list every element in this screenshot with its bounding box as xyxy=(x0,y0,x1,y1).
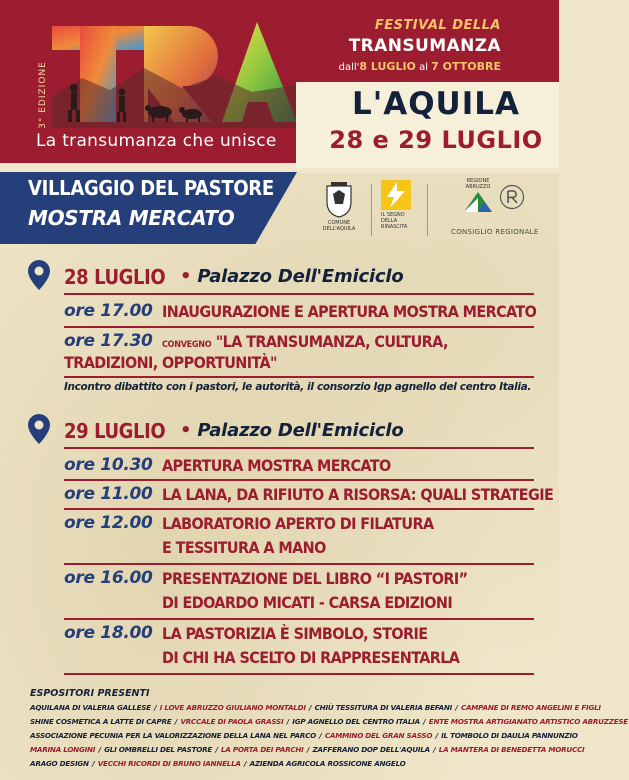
event-rule xyxy=(64,563,534,565)
event-time: ore 18.00 xyxy=(64,623,153,643)
separator: / xyxy=(172,717,180,726)
expositor-name: ARAGO DESIGN xyxy=(30,759,89,768)
separator: / xyxy=(433,731,441,740)
expositors-title: ESPOSITORI PRESENTI xyxy=(30,688,150,699)
expositor-name: VECCHI RICORDI DI BRUNO IANNELLA xyxy=(97,759,241,768)
expositor-name: ASSOCIAZIONE PECUNIA PER LA VALORIZZAZIONE DELLA LANA NEL PARCO xyxy=(30,731,316,740)
expositor-name: IL TOMBOLO DI DAULIA PANNUNZIO xyxy=(441,731,578,740)
expositor-name: SHINE COSMETICA A LATTE DI CAPRE xyxy=(30,717,172,726)
event-row-cont xyxy=(64,352,534,374)
expositor-name: LA MANTERA DI BENEDETTA MORUCCI xyxy=(438,745,585,754)
day1-note: Incontro dibattito con i pastori, le autorità, il consorzio Igp agnello del centro Italia. xyxy=(64,381,532,393)
event-time: ore 16.00 xyxy=(64,568,153,588)
expositors-line xyxy=(30,745,585,755)
event-title: CONVEGNO "LA TRANSUMANZA, CULTURA, xyxy=(162,332,448,351)
regione-flag-icon xyxy=(462,190,494,216)
consiglio-label: CONSIGLIO REGIONALE xyxy=(451,228,539,236)
separator: / xyxy=(306,703,314,712)
expositor-name: AQUILANA DI VALERIA GALLESE xyxy=(30,703,151,712)
event-title: LA PASTORIZIA È SIMBOLO, STORIE xyxy=(162,624,428,643)
crest-icon xyxy=(325,182,353,218)
separator: / xyxy=(420,717,428,726)
expositor-name: MARINA LONGINI xyxy=(30,745,96,754)
expositor-name: GLI OMBRELLI DEL PASTORE xyxy=(104,745,213,754)
logo-separator xyxy=(371,184,372,236)
event-time: ore 10.30 xyxy=(64,455,153,475)
event-time: ore 17.00 xyxy=(64,301,153,321)
event-rule xyxy=(64,479,534,481)
city-box xyxy=(296,82,559,168)
banner-subtitle: MOSTRA MERCATO xyxy=(28,206,235,230)
event-rule xyxy=(64,376,534,378)
segno-logo: IL SEGNO DELLA RINASCITA xyxy=(381,180,421,230)
expositors-line xyxy=(30,717,628,727)
event-title: PRESENTAZIONE DEL LIBRO “I PASTORI” xyxy=(162,569,468,588)
expositor-name: CHIÙ TESSITURA DI VALERIA BEFANI xyxy=(314,703,453,712)
sponsor-logos xyxy=(315,178,555,244)
cr-seal-icon xyxy=(499,184,525,210)
separator: / xyxy=(241,759,249,768)
separator: / xyxy=(151,703,159,712)
separator: / xyxy=(89,759,97,768)
festival-line-2: TRANSUMANZA xyxy=(348,36,501,56)
city-dates: 28 e 29 LUGLIO xyxy=(329,126,543,154)
event-title: LA LANA, DA RIFIUTO A RISORSA: QUALI STRATEGIE xyxy=(162,485,554,504)
event-title-cont: TRADIZIONI, OPPORTUNITÀ" xyxy=(64,353,277,372)
separator: / xyxy=(96,745,104,754)
expositor-name: I LOVE ABRUZZO GIULIANO MONTALDI xyxy=(159,703,306,712)
banner-title: VILLAGGIO DEL PASTORE xyxy=(28,176,274,200)
expositor-name: CAMMINO DEL GRAN SASSO xyxy=(324,731,433,740)
logo-separator xyxy=(427,184,428,236)
comune-logo: COMUNE DELL'AQUILA xyxy=(315,182,363,232)
event-row xyxy=(64,568,534,614)
event-time: ore 11.00 xyxy=(64,484,153,504)
event-title-cont: DI EDOARDO MICATI - CARSA EDIZIONI xyxy=(162,593,453,612)
event-row xyxy=(64,623,534,669)
day1-rule xyxy=(64,293,534,295)
event-title: APERTURA MOSTRA MERCATO xyxy=(162,456,391,475)
festival-line-1: FESTIVAL DELLA xyxy=(374,18,501,33)
expositor-name: ENTE MOSTRA ARTIGIANATO ARTISTICO ABRUZZESE xyxy=(428,717,628,726)
day2-date: 29 LUGLIO xyxy=(64,419,166,443)
edition-label: 3° EDIZIONE xyxy=(38,61,48,129)
separator: / xyxy=(430,745,438,754)
day2-rule xyxy=(64,447,534,449)
expositor-name: LA PORTA DEI PARCHI xyxy=(220,745,304,754)
tra-logo xyxy=(52,18,302,128)
day2-venue: • Palazzo Dell'Emiciclo xyxy=(180,420,404,441)
expositor-name: AZIENDA AGRICOLA ROSSICONE ANGELO xyxy=(249,759,406,768)
event-rule xyxy=(64,508,534,510)
location-pin-icon xyxy=(28,260,50,290)
event-time: ore 12.00 xyxy=(64,513,153,533)
city-name: L'AQUILA xyxy=(351,86,521,122)
expositor-name: CAMPANE DI REMO ANGELINI E FIGLI xyxy=(460,703,601,712)
event-title: LABORATORIO APERTO DI FILATURA xyxy=(162,514,434,533)
event-rule xyxy=(64,673,534,675)
tagline: La transumanza che unisce xyxy=(36,131,277,151)
expositor-name: IGP AGNELLO DEL CENTRO ITALIA xyxy=(292,717,420,726)
separator: / xyxy=(304,745,312,754)
day1-venue: • Palazzo Dell'Emiciclo xyxy=(180,266,404,287)
event-row xyxy=(64,484,554,508)
consiglio-emblem xyxy=(499,184,525,212)
expositors-line xyxy=(30,703,601,713)
festival-dates: dall'8 LUGLIO al 7 OTTOBRE xyxy=(338,60,501,73)
event-title-cont: DI CHI HA SCELTO DI RAPPRESENTARLA xyxy=(162,648,460,667)
event-row xyxy=(64,455,534,479)
event-rule xyxy=(64,618,534,620)
day1-date: 28 LUGLIO xyxy=(64,265,166,289)
location-pin-icon xyxy=(28,414,50,444)
event-title: INAUGURAZIONE E APERTURA MOSTRA MERCATO xyxy=(162,302,537,321)
event-row xyxy=(64,301,537,325)
event-time: ore 17.30 xyxy=(64,331,153,351)
expositor-name: ZAFFERANO DOP DELL'AQUILA xyxy=(312,745,430,754)
event-rule xyxy=(64,326,534,328)
expositors-line xyxy=(30,759,545,769)
separator: / xyxy=(213,745,220,754)
separator: / xyxy=(453,703,460,712)
expositor-name: VRCCALE DI PAOLA GRASSI xyxy=(180,717,284,726)
event-title-cont: E TESSITURA A MANO xyxy=(162,538,326,557)
expositors-line xyxy=(30,731,578,741)
regione-logo: REGIONE ABRUZZO xyxy=(455,178,501,218)
separator: / xyxy=(284,717,292,726)
lightning-icon xyxy=(381,180,411,210)
event-row xyxy=(64,513,534,559)
separator: / xyxy=(316,731,324,740)
